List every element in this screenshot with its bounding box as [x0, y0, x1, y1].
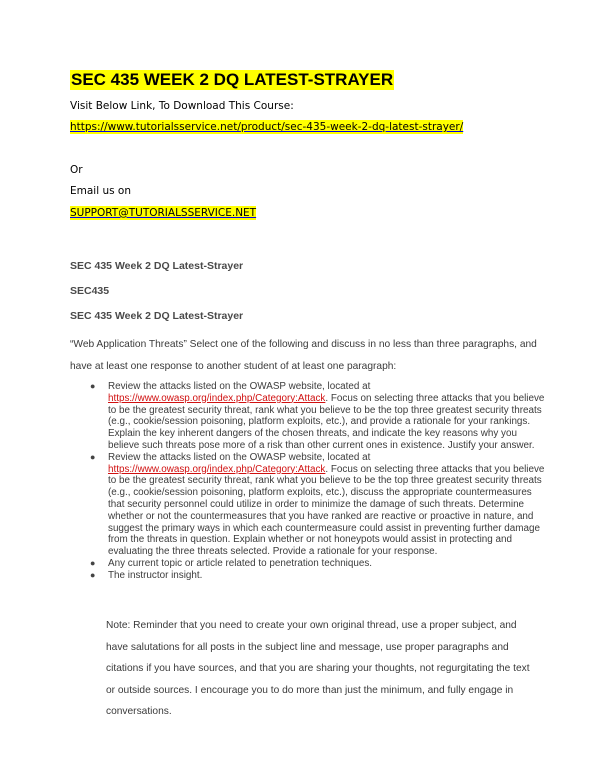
- visit-instruction: Visit Below Link, To Download This Course:: [70, 100, 294, 112]
- list-item: ● Any current topic or article related to penetration techniques.: [90, 557, 373, 569]
- course-link[interactable]: https://www.tutorialsservice.net/product/sec-435-week-2-dq-latest-strayer/: [70, 121, 464, 133]
- bullet-icon: ●: [90, 569, 96, 580]
- support-email-link[interactable]: SUPPORT@TUTORIALSSERVICE.NET: [70, 207, 257, 219]
- owasp-link[interactable]: https://www.owasp.org/index.php/Category:Attack: [108, 463, 326, 475]
- note-paragraph: Note: Reminder that you need to create your own original thread, use a proper subject, and have salutations for all posts in the subject line and message, use proper paragraphs and citations if you have sources, and that you are sharing your thoughts, not regurgitating the text or outside sources. I encourage you to do more than just the minimum, and fully engage in conversations.: [106, 620, 530, 717]
- bullet-icon: ●: [90, 557, 96, 568]
- page-title: SEC 435 WEEK 2 DQ LATEST-STRAYER: [71, 70, 394, 89]
- list-item: ● The instructor insight.: [90, 569, 203, 581]
- list-item: ● Review the attacks listed on the OWASP website, located at https://www.owasp.org/index.php/Category:Attack. Focus on selecting three attacks that you believe to be the greatest security threat, rank what you believe to be the top three greatest security threats (e.g., cookie/session poisoning, platform exploits, etc.), discuss the appropriate countermeasures that security personnel could utilize in order to minimize the damage of such threats. Determine whether or not the countermeasures that you have ranked are reactive or proactive in nature, and suggest the primary ways in which each countermeasure could assist in preventing further damage from the threats in question. Explain whether or not honeypots would assist in protecting and evaluating the three threats selected. Provide a rationale for your response.: [90, 451, 545, 558]
- course-heading-2: SEC 435 Week 2 DQ Latest-Strayer: [70, 310, 244, 322]
- email-label: Email us on: [70, 185, 132, 197]
- list-item: ● Review the attacks listed on the OWASP website, located at https://www.owasp.org/index.php/Category:Attack. Focus on selecting three attacks that you believe to be the greatest security threat, rank what you believe to be the top three greatest security threats (e.g., cookie/session poisoning, platform exploits, etc.), and provide a rationale for your rankings. Explain the key inherent dangers of the chosen threats, and indicate the key reasons why you believe such threats pose more of a risk than other current ones in existence. Justify your answer.: [90, 381, 545, 451]
- bullet-icon: ●: [90, 381, 96, 391]
- assignment-options-list: [90, 381, 548, 582]
- intro-paragraph: “Web Application Threats” Select one of the following and discuss in no less than three paragraphs, and have at least one response to another student of at least one paragraph:: [70, 339, 537, 372]
- course-heading: SEC 435 Week 2 DQ Latest-Strayer: [70, 260, 244, 272]
- course-code: SEC435: [70, 285, 110, 297]
- or-text: Or: [70, 164, 83, 176]
- owasp-link[interactable]: https://www.owasp.org/index.php/Category:Attack: [108, 392, 326, 404]
- bullet-icon: ●: [90, 451, 96, 462]
